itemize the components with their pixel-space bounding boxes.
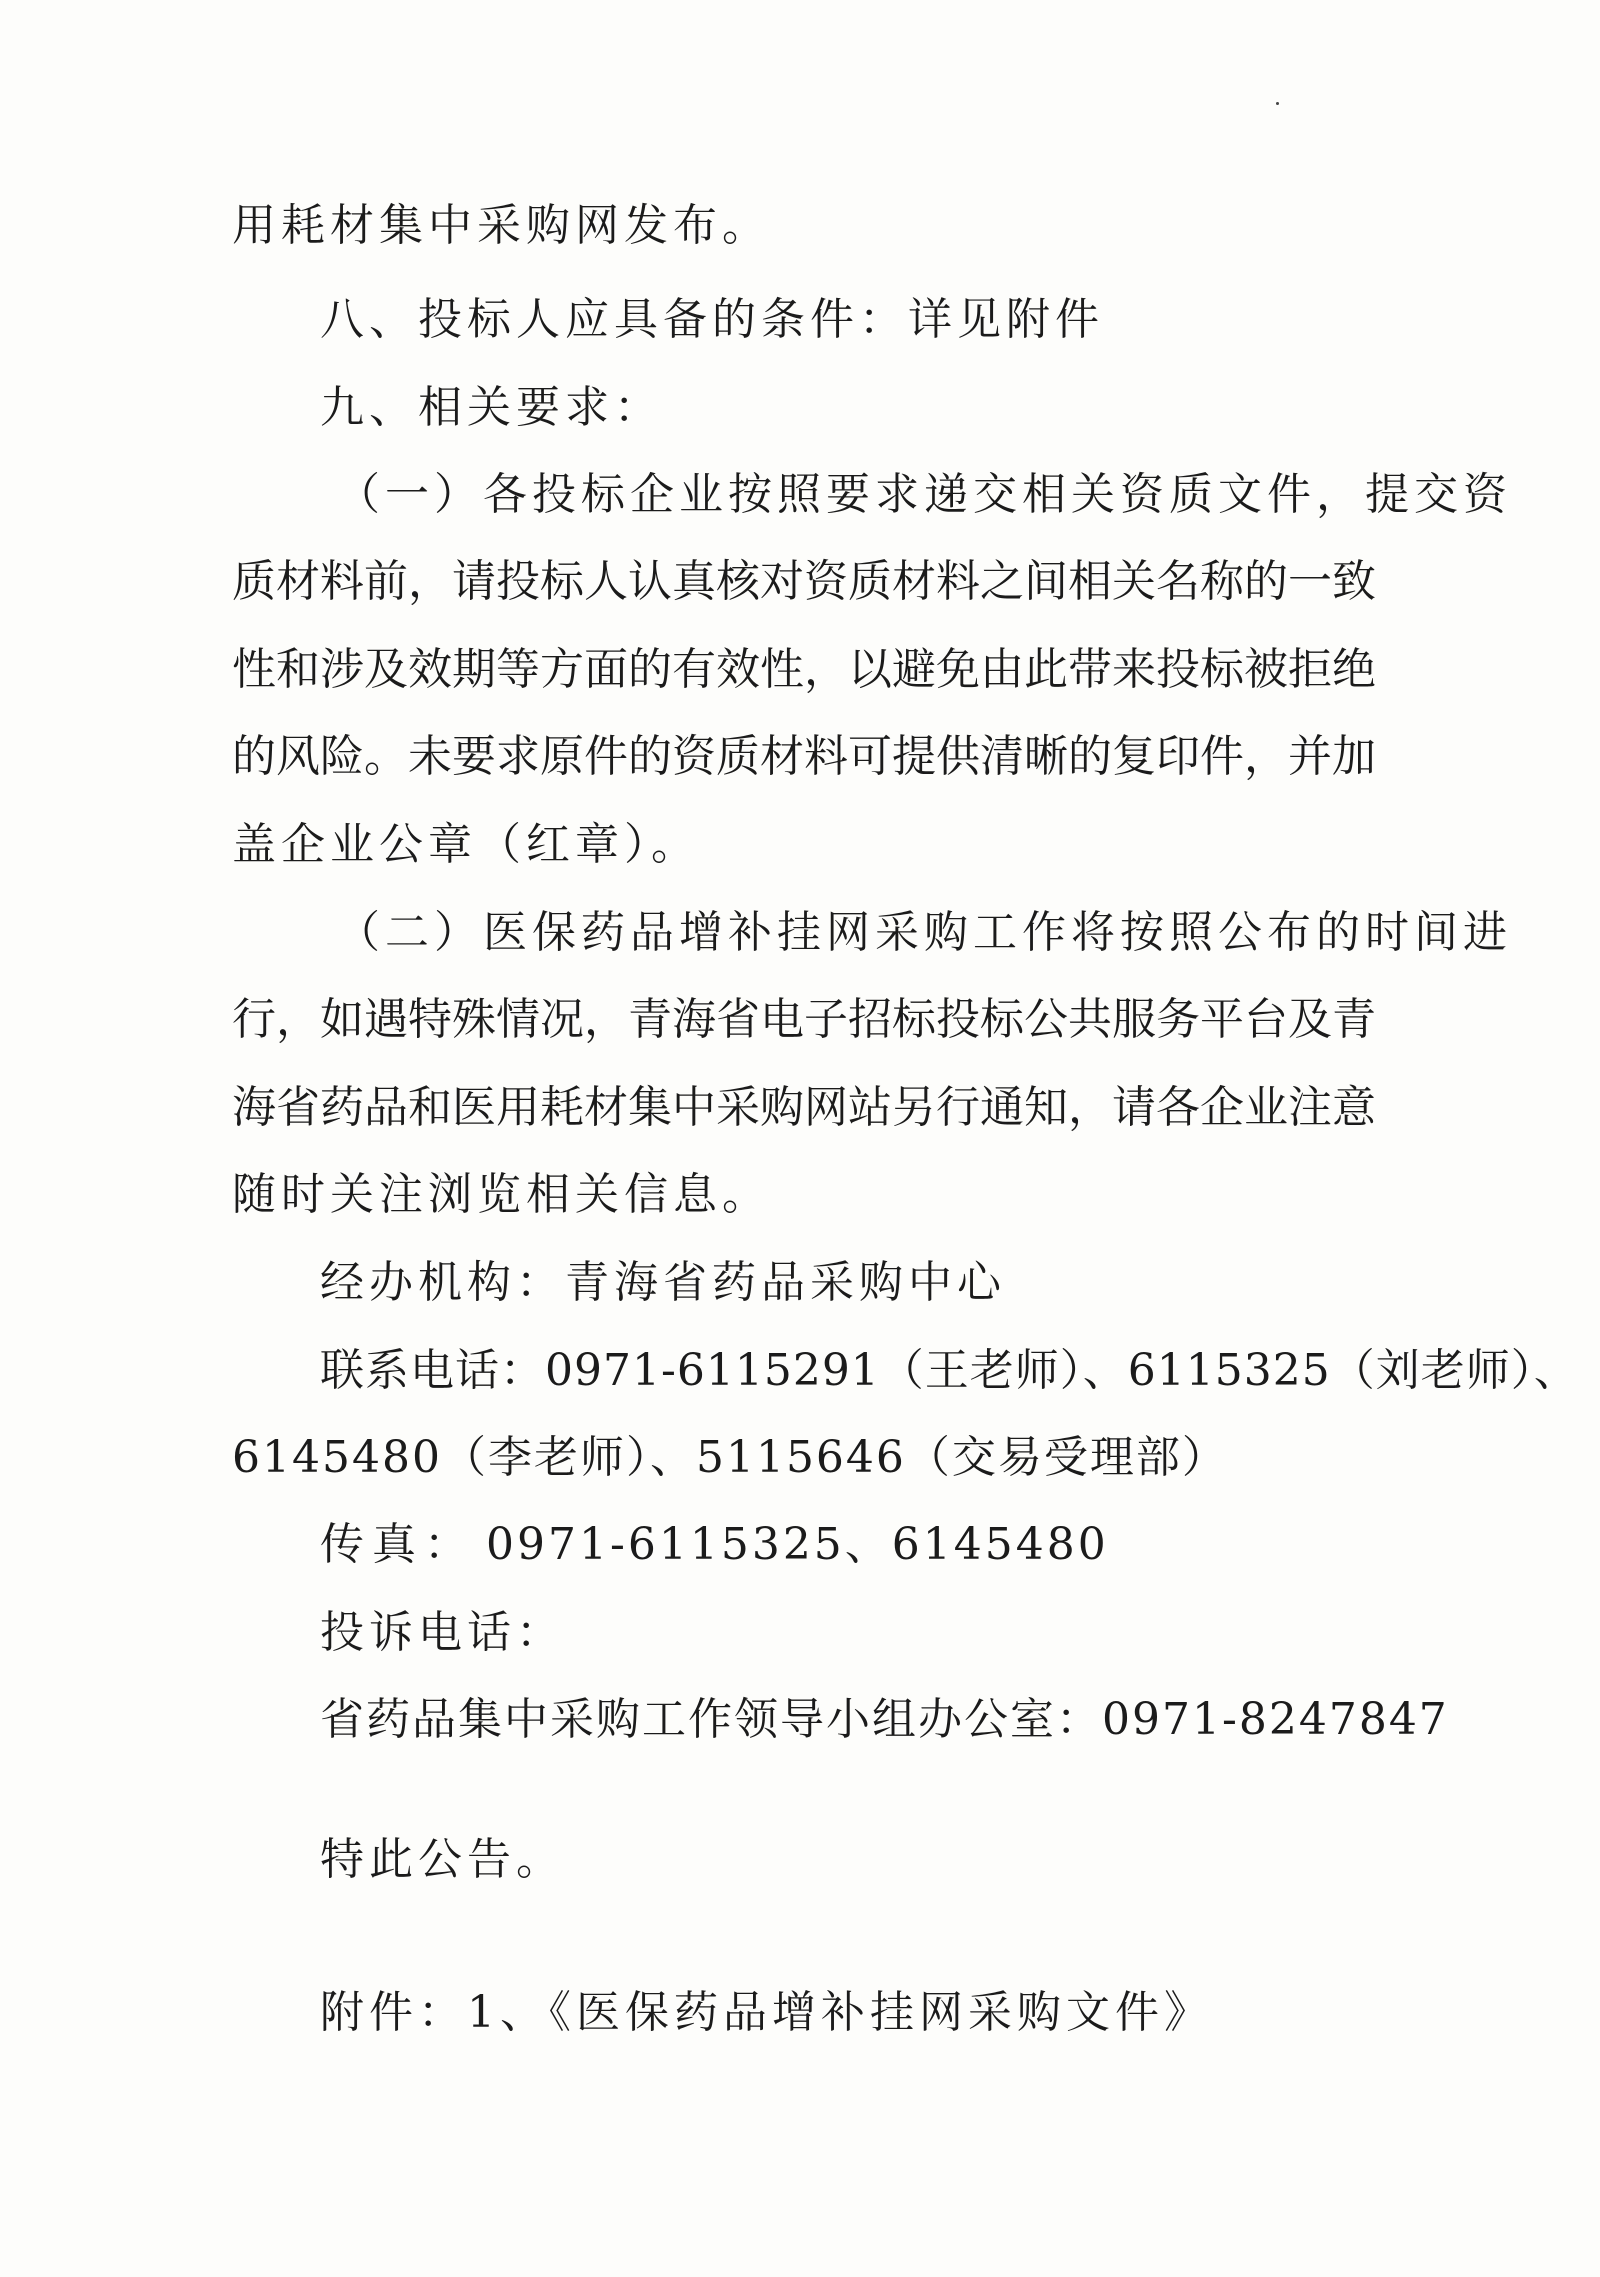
contact-phone: 联系电话：0971-6115291（王老师）、6115325（刘老师）、: [320, 1345, 1579, 1396]
paragraph-one-line: 的风险。未要求原件的资质材料可提供清晰的复印件，并加: [232, 731, 1376, 782]
fax-line: [320, 1515, 1109, 1575]
paragraph-one-line: 质材料前，请投标人认真核对资质材料之间相关名称的一致: [232, 556, 1376, 607]
section-heading-eight: 八、投标人应具备的条件：详见附件: [320, 294, 1104, 345]
fax-label: 传真：: [320, 1519, 468, 1570]
paragraph-one-line: 性和涉及效期等方面的有效性，以避免由此带来投标被拒绝: [232, 644, 1376, 695]
text-line: 用耗材集中采购网发布。: [232, 200, 771, 251]
attachment-line: 附件：1、《医保药品增补挂网采购文件》: [320, 1987, 1213, 2038]
paragraph-two-line: 行，如遇特殊情况，青海省电子招标投标公共服务平台及青: [232, 994, 1376, 1045]
complaint-phone-label: 投诉电话：: [320, 1607, 565, 1658]
closing-announcement: 特此公告。: [320, 1834, 565, 1885]
scan-speck: [1276, 102, 1279, 105]
section-heading-nine: 九、相关要求：: [320, 382, 663, 433]
fax-value: 0971-6115325、6145480: [486, 1519, 1109, 1570]
paragraph-two-line: 海省药品和医用耗材集中采购网站另行通知，请各企业注意: [232, 1082, 1376, 1133]
paragraph-one-line: （一）各投标企业按照要求递交相关资质文件，提交资: [336, 469, 1512, 520]
paragraph-two-line: （二）医保药品增补挂网采购工作将按照公布的时间进: [336, 907, 1512, 958]
complaint-office-phone: 省药品集中采购工作领导小组办公室：0971-8247847: [320, 1694, 1449, 1745]
contact-phone-continued: 6145480（李老师）、5115646（交易受理部）: [232, 1432, 1228, 1483]
handling-agency: 经办机构：青海省药品采购中心: [320, 1257, 1006, 1308]
paragraph-one-line: 盖企业公章（红章）。: [232, 819, 700, 870]
paragraph-two-line: 随时关注浏览相关信息。: [232, 1169, 771, 1220]
